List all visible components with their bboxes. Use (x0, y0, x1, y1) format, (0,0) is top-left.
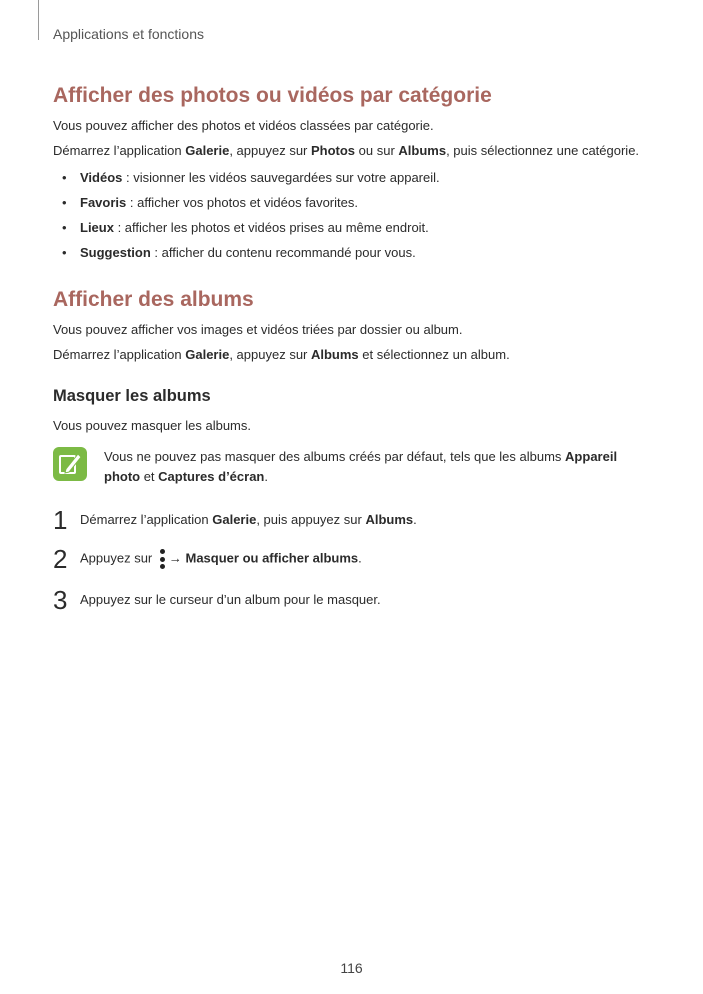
section-title-albums: Afficher des albums (53, 288, 254, 311)
list-item: Lieux : afficher les photos et vidéos prises au même endroit. (80, 220, 429, 235)
step-text: Appuyez sur le curseur d’un album pour le masquer. (80, 592, 381, 607)
bullet-dot: • (62, 195, 67, 210)
page-edge-divider (38, 0, 39, 40)
categories-instruction: Démarrez l’application Galerie, appuyez sur Photos ou sur Albums, puis sélectionnez une catégorie. (53, 143, 640, 158)
bullet-dot: • (62, 170, 67, 185)
step-number: 1 (53, 505, 68, 535)
section-title-hide-albums: Masquer les albums (53, 387, 211, 405)
running-head: Applications et fonctions (53, 26, 204, 42)
note-pencil-icon (53, 447, 87, 481)
section-title-categories: Afficher des photos ou vidéos par catégorie (53, 84, 492, 107)
list-item: Vidéos : visionner les vidéos sauvegardées sur votre appareil. (80, 170, 440, 185)
list-item: Suggestion : afficher du contenu recommandé pour vous. (80, 245, 416, 260)
bullet-dot: • (62, 245, 67, 260)
page-number: 116 (340, 960, 363, 976)
more-options-icon (159, 548, 165, 570)
list-item: Favoris : afficher vos photos et vidéos favorites. (80, 195, 358, 210)
step-text: Démarrez l’application Galerie, puis appuyez sur Albums. (80, 512, 417, 527)
albums-intro: Vous pouvez afficher vos images et vidéos triées par dossier ou album. (53, 322, 463, 337)
categories-intro: Vous pouvez afficher des photos et vidéos classées par catégorie. (53, 118, 434, 133)
step-text: Appuyez sur → Masquer ou afficher albums. (80, 548, 362, 570)
hide-albums-intro: Vous pouvez masquer les albums. (53, 418, 251, 433)
bullet-dot: • (62, 220, 67, 235)
step-number: 2 (53, 544, 68, 574)
step-number: 3 (53, 585, 68, 615)
note-text: Vous ne pouvez pas masquer des albums créés par défaut, tels que les albums Appareil photo et Captures d’écran. (104, 449, 618, 484)
albums-instruction: Démarrez l’application Galerie, appuyez sur Albums et sélectionnez un album. (53, 347, 510, 362)
